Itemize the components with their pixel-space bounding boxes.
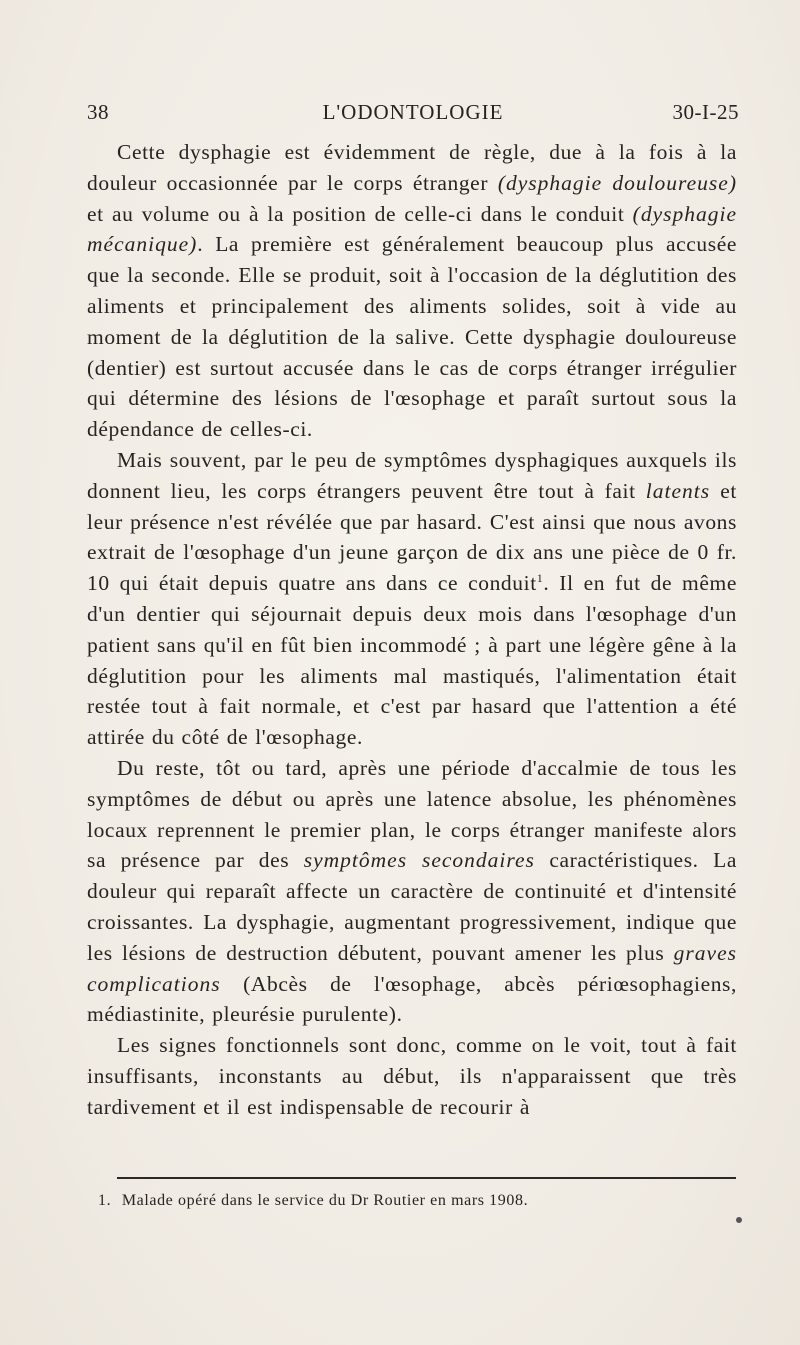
paragraph-1-text-a: Cette dysphagie est évidemment de règle, due à la fois à la douleur occasionnée par le corps étranger bbox=[87, 140, 737, 195]
running-title: L'ODONTOLOGIE bbox=[322, 100, 504, 124]
paragraph-2-text-c: . Il en fut de même d'un dentier qui séjournait depuis deux mois dans l'œsophage d'un patient sans qu'il en fût bien incommodé ; à part une légère gêne à la déglutition pour les aliments mal mastiqués, l'alimentation était restée tout à fait normale, et c'est par hasard que l'attention a été attirée du côté de l'œsophage. bbox=[87, 571, 737, 750]
paragraph-1 bbox=[87, 137, 737, 445]
page-number: 38 bbox=[87, 100, 109, 124]
body-text bbox=[87, 137, 737, 1123]
paragraph-4 bbox=[87, 1030, 737, 1122]
paragraph-1-italic-b: (dysphagie mécanique) bbox=[87, 201, 737, 257]
footnote bbox=[98, 1192, 738, 1210]
paragraph-3-italic-b: graves complications bbox=[87, 940, 737, 996]
ink-speck bbox=[736, 1217, 742, 1223]
footnote-reference: 1 bbox=[536, 571, 544, 585]
paragraph-1-text-b: et au volume ou à la position de celle-ci dans le conduit bbox=[87, 201, 633, 226]
footnote-text: Malade opéré dans le service du Dr Routier en mars 1908. bbox=[121, 1192, 529, 1209]
footnote-number: 1. bbox=[98, 1192, 112, 1209]
issue-date: 30-I-25 bbox=[672, 100, 739, 124]
paragraph-3-text-b: caractéristiques. La douleur qui reparaît affecte un caractère de continuité et d'intensité croissantes. La dysphagie, augmentant progressivement, indique que les lésions de destruction débutent, pouvant amener les plus bbox=[87, 848, 737, 965]
paragraph-3 bbox=[87, 753, 737, 1030]
footnote-divider bbox=[117, 1177, 736, 1179]
paragraph-4-text-a: Les signes fonctionnels sont donc, comme on le voit, tout à fait insuffisants, inconstants au début, ils n'apparaissent que très tardivement et il est indispensable de recourir à bbox=[87, 1033, 737, 1119]
paragraph-1-italic-a: (dysphagie douloureuse) bbox=[497, 170, 737, 195]
paragraph-2-text-a: Mais souvent, par le peu de symptômes dysphagiques auxquels ils donnent lieu, les corps étrangers peuvent être tout à fait bbox=[87, 447, 737, 503]
paragraph-2-italic-a: latents bbox=[645, 478, 711, 503]
paragraph-1-text-c: . La première est généralement beaucoup plus accusée que la seconde. Elle se produit, soit à l'occasion de la déglutition des aliments et principalement des aliments solides, soit à vide au moment de la déglutition de la salive. Cette dysphagie douloureuse (dentier) est surtout accusée dans le cas de corps étranger irrégulier qui détermine des lésions de l'œsophage et paraît surtout sous la dépendance de celles-ci. bbox=[87, 232, 737, 442]
paragraph-3-italic-a: symptômes secondaires bbox=[303, 848, 535, 873]
paragraph-2 bbox=[87, 445, 737, 753]
paragraph-3-text-c: (Abcès de l'œsophage, abcès périœsophagiens, médiastinite, pleurésie purulente). bbox=[87, 971, 737, 1027]
page-header bbox=[87, 100, 739, 130]
paragraph-2-text-b: et leur présence n'est révélée que par hasard. C'est ainsi que nous avons extrait de l'œsophage d'un jeune garçon de dix ans une pièce de 0 fr. 10 qui était depuis quatre ans dans ce conduit bbox=[87, 478, 737, 596]
paragraph-3-text-a: Du reste, tôt ou tard, après une période d'accalmie de tous les symptômes de début ou après une latence absolue, les phénomènes locaux reprennent le premier plan, le corps étranger manifeste alors sa présence par des bbox=[87, 755, 737, 873]
